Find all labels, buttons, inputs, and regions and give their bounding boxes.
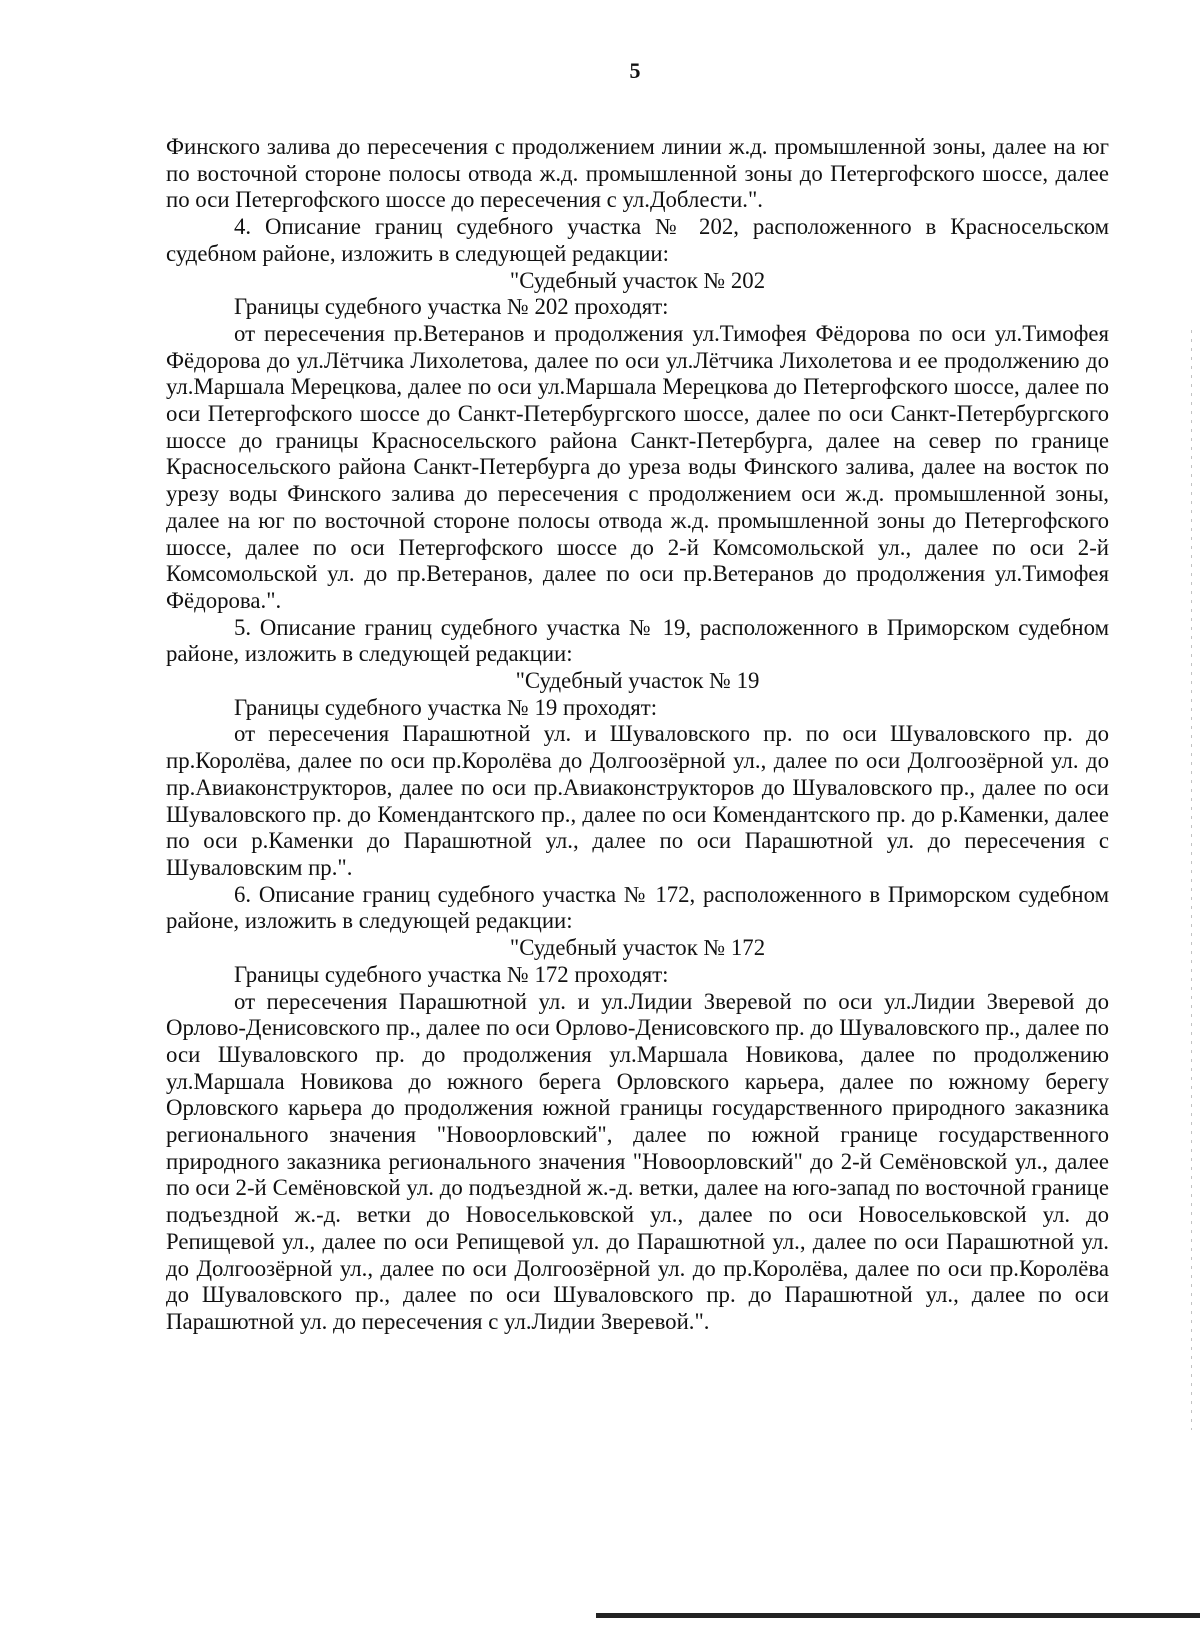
heading-section-202: "Судебный участок № 202 — [509, 267, 766, 293]
heading-section-19: "Судебный участок № 19 — [515, 668, 760, 694]
page-number: 5 — [629, 58, 641, 83]
paragraph-boundaries-202-intro: Границы судебного участка № 202 проходят: — [234, 294, 669, 320]
paragraph-continuation: Финского залива до пересечения с продолжением линии ж.д. промышленной зоны, далее на юг по восточной стороне полосы отвода ж.д. промышленной зоны до Петергофского шоссе, далее по оси Петергофского шоссе до пересечения с ул.Доблести.". — [166, 134, 1109, 213]
paragraph-item-4: 4. Описание границ судебного участка № 202, расположенного в Красносельском судебном районе, изложить в следующей редакции: — [166, 214, 1109, 266]
scan-edge-artifact — [1191, 330, 1192, 1430]
paragraph-boundaries-202: от пересечения пр.Ветеранов и продолжения ул.Тимофея Фёдорова по оси ул.Тимофея Фёдорова до ул.Лётчика Лихолетова, далее по оси ул.Лётчика Лихолетова и ее продолжению до ул.Маршала Мерецкова, далее по оси ул.Маршала Мерецкова до Петергофского шоссе, далее по оси Петергофского шоссе до Санкт-Петербургского шоссе, далее по оси Санкт-Петербургского шоссе до границы Красносельского района Санкт-Петербурга, далее на север по границе Красносельского района Санкт-Петербурга до уреза воды Финского залива, далее на восток по урезу воды Финского залива до пересечения с продолжением оси ж.д. промышленной зоны, далее на юг по восточной стороне полосы отвода ж.д. промышленной зоны до Петергофского шоссе, далее по оси Петергофского шоссе до 2-й Комсомольской ул., далее по оси 2-й Комсомольской ул. до пр.Ветеранов, далее по оси пр.Ветеранов до продолжения ул.Тимофея Фёдорова.". — [166, 320, 1109, 613]
paragraph-boundaries-19: от пересечения Парашютной ул. и Шуваловского пр. по оси Шуваловского пр. до пр.Королёва, далее по оси пр.Королёва до Долгоозёрной ул., далее по оси Долгоозёрной ул. до пр.Авиаконструкторов, далее по оси пр.Авиаконструкторов до Шуваловского пр., далее по оси Шуваловского пр. до Комендантского пр., далее по оси Комендантского пр. до р.Каменки, далее по оси р.Каменки до Парашютной ул., далее по оси Парашютной ул. до пересечения с Шуваловским пр.". — [166, 721, 1109, 880]
paragraph-boundaries-19-intro: Границы судебного участка № 19 проходят: — [234, 694, 658, 720]
document-body — [166, 134, 1109, 1336]
paragraph-item-5: 5. Описание границ судебного участка № 19, расположенного в Приморском судебном районе, изложить в следующей редакции: — [166, 614, 1109, 667]
heading-section-172: "Судебный участок № 172 — [509, 935, 766, 961]
paragraph-boundaries-172-intro: Границы судебного участка № 172 проходят: — [234, 961, 669, 987]
paragraph-boundaries-172: от пересечения Парашютной ул. и ул.Лидии Зверевой по оси ул.Лидии Зверевой до Орлово-Денисовского пр., далее по оси Орлово-Денисовского пр. до Шуваловского пр., далее по оси Шуваловского пр. до продолжения ул.Маршала Новикова, далее по продолжению ул.Маршала Новикова до южного берега Орловского карьера, далее по южному берегу Орловского карьера до продолжения южной границы государственного природного заказника регионального значения "Новоорловский", далее по южной границе государственного природного заказника регионального значения "Новоорловский" до 2-й Семёновской ул., далее по оси 2-й Семёновской ул. до подъездной ж.-д. ветки, далее на юго-запад по восточной границе подъездной ж.-д. ветки до Новосельковской ул., далее по оси Новосельковской ул. до Репищевой ул., далее по оси Репищевой ул. до Парашютной ул., далее по оси Парашютной ул. до Долгоозёрной ул., далее по оси Долгоозёрной ул. до пр.Королёва, далее по оси пр.Королёва до Шуваловского пр., далее по оси Шуваловского пр. до Парашютной ул., далее по оси Парашютной ул. до пересечения с ул.Лидии Зверевой.". — [166, 988, 1109, 1334]
paragraph-item-6: 6. Описание границ судебного участка № 172, расположенного в Приморском судебном районе, изложить в следующей редакции: — [166, 881, 1109, 934]
bottom-scan-rule — [596, 1613, 1200, 1618]
